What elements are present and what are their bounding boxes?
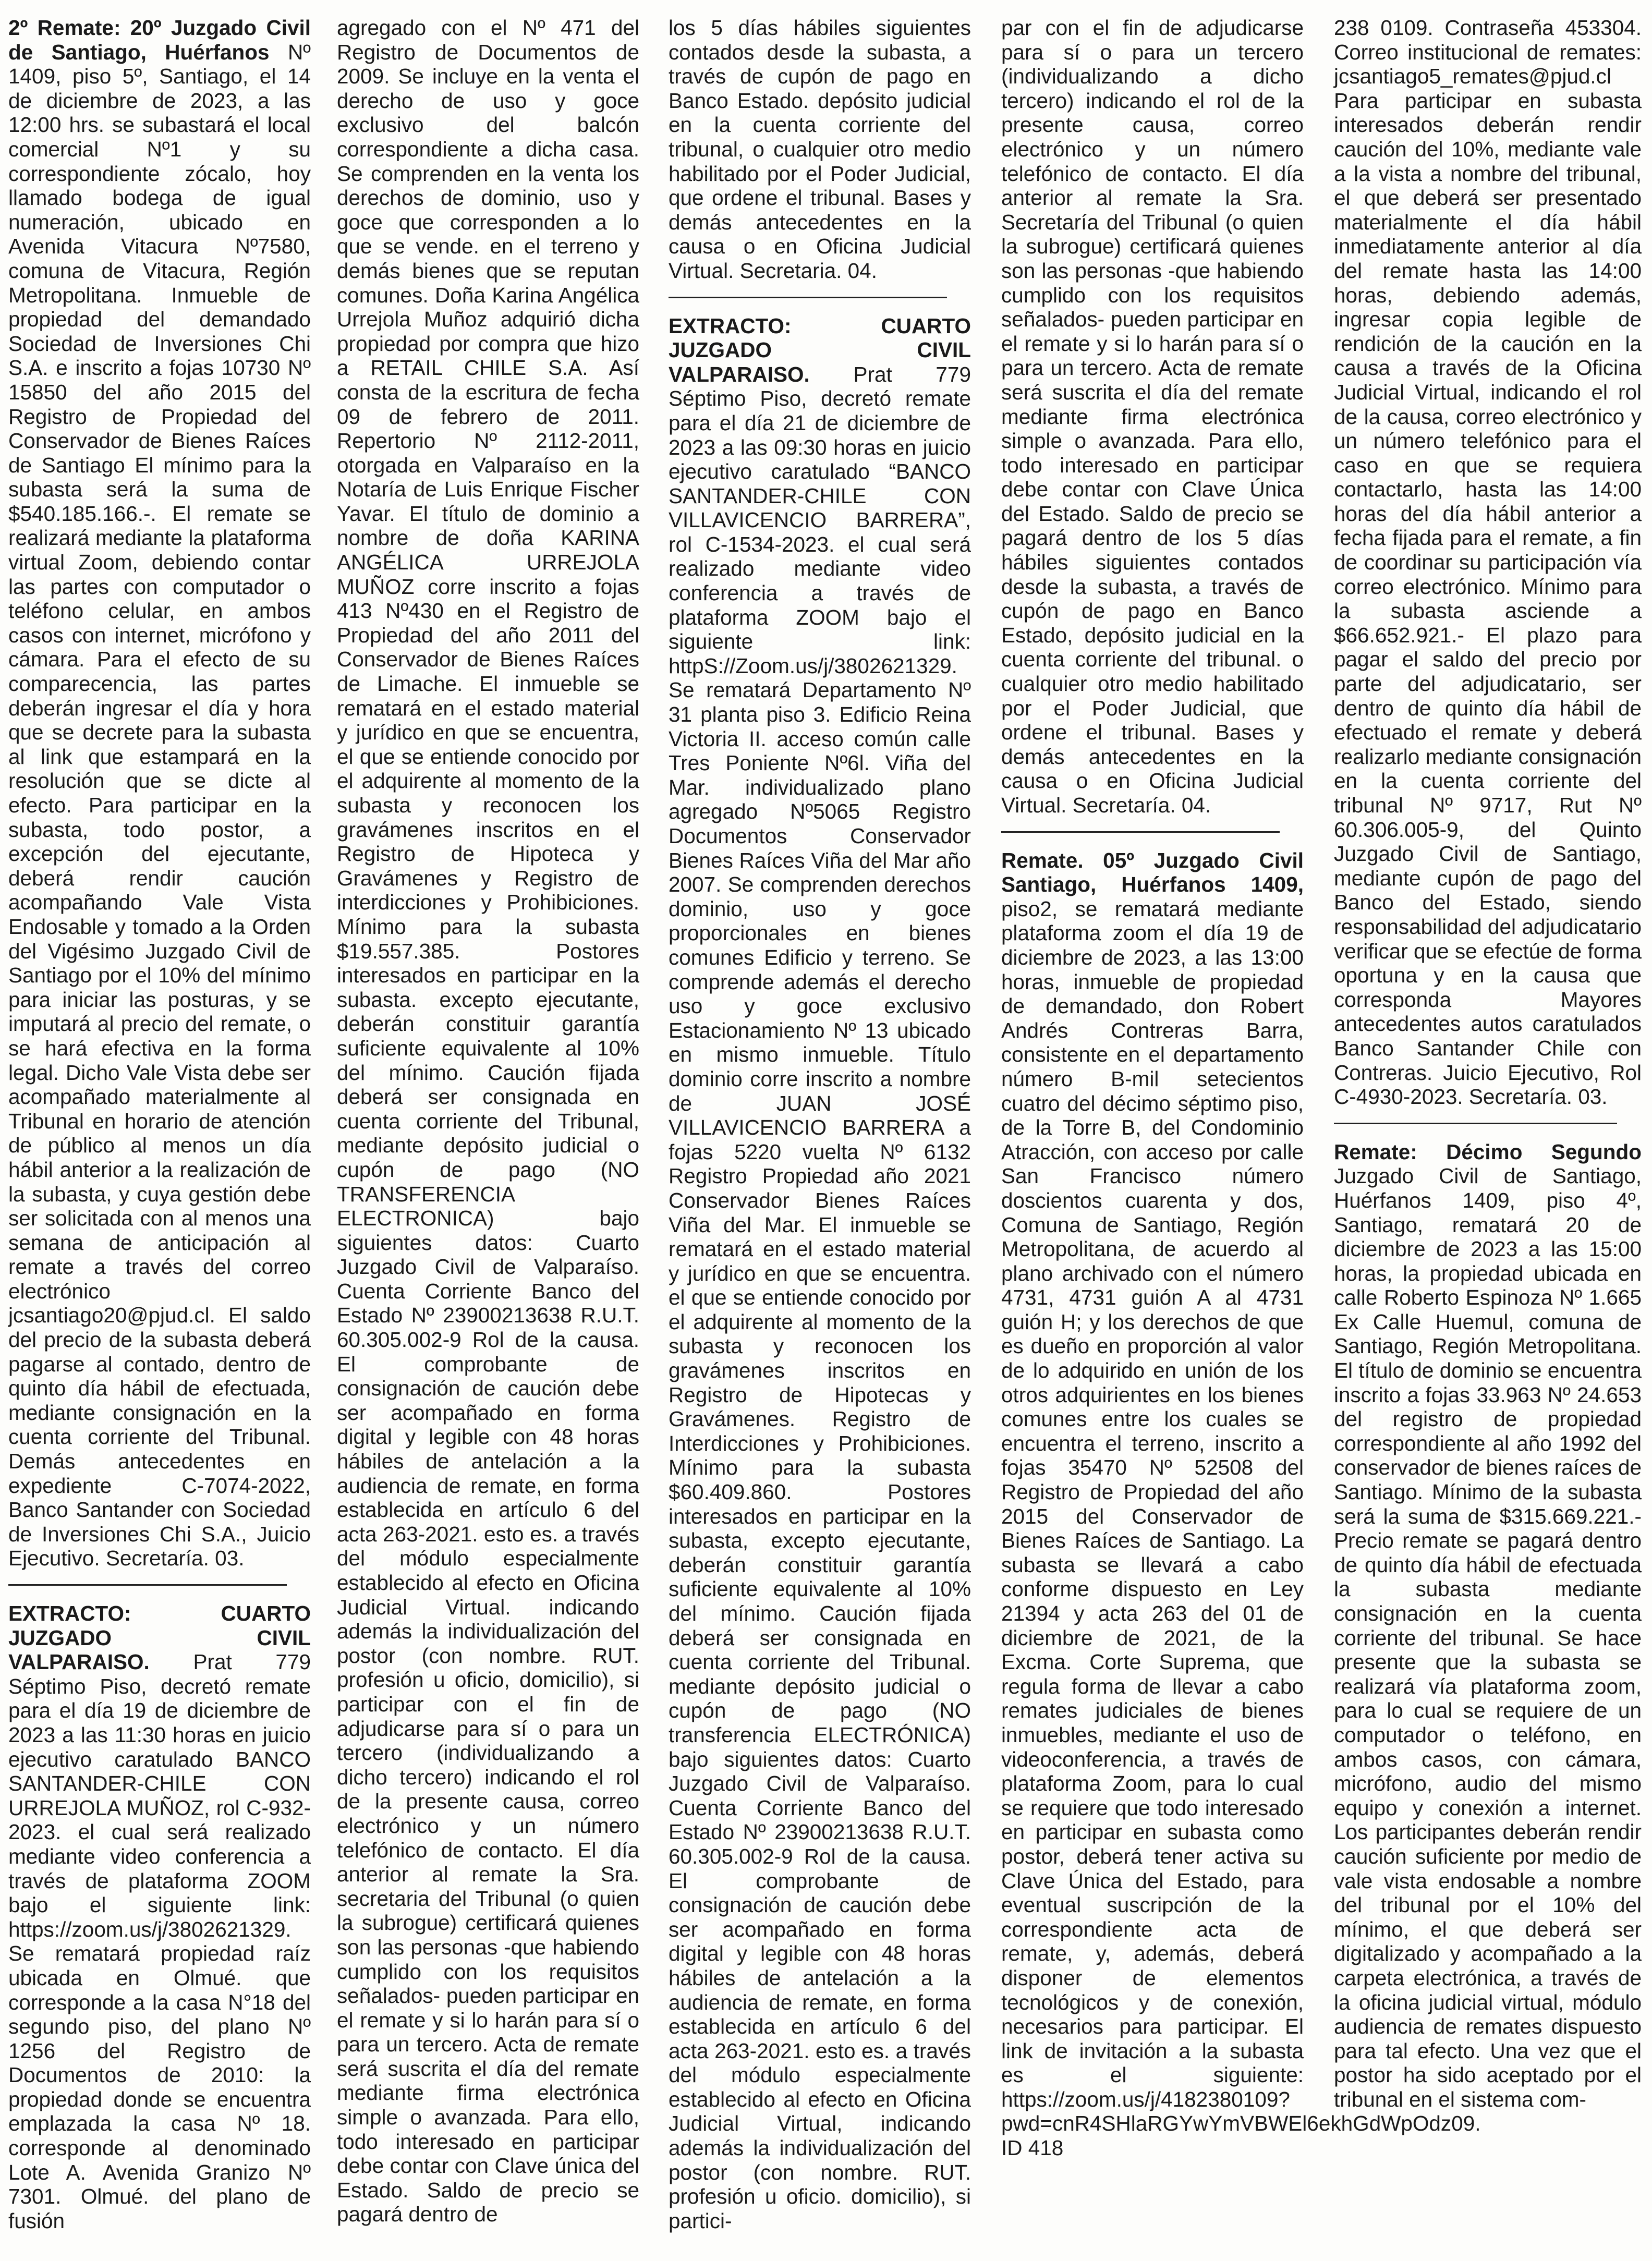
- column-3: [669, 16, 971, 2253]
- notice-body: par con el fin de adjudicarse para sí o para un tercero (individualizando a dicho tercero) indicando el rol de la presente causa, correo electrónico y un número telefónico de contacto. El día anterior al remate la Sra. Secretaría del Tribunal (o quien la subrogue) certificará quienes son las personas -que habiendo cumplido con los requisitos señalados- pueden participar en el remate y si lo harán para sí o para un tercero. Acta de remate será suscrita el día del remate mediante firma electrónica simple o avanzada. Para ello, todo interesado en participar debe contar con Clave Única del Estado. Saldo de precio se pagará dentro de los 5 días hábiles siguientes contados desde la subasta, a través de cupón de pago en Banco Estado, depósito judicial en la cuenta corriente del tribunal. o cualquier otro medio habilitado por el Poder Judicial, que ordene el tribunal. Bases y demás antecedentes en la causa o en Oficina Judicial Virtual. Secretaría. 04.: [1001, 16, 1304, 817]
- notice: [1334, 16, 1642, 1109]
- notice-body: los 5 días hábiles siguientes contados desde la subasta, a través de cupón de pago en Banco Estado. depósito judicial en la cuenta corriente del tribunal, o cualquier otro medio habilitado por el Poder Judicial, que ordene el tribunal. Bases y demás antecedentes en la causa o en Oficina Judicial Virtual. Secretaria. 04.: [669, 16, 971, 283]
- notice-body: Juzgado Civil de Santiago, Huérfanos 1409, piso 4º, Santiago, rematará 20 de diciembre de 2023 a las 15:00 horas, la propiedad ubicada en calle Roberto Espinoza Nº 1.665 Ex Calle Huemul, comuna de Santiago, Región Metropolitana. El título de dominio se encuentra inscrito a fojas 33.963 Nº 24.653 del registro de propiedad correspondiente al año 1992 del conservador de bienes raíces de Santiago. Mínimo de la subasta será la suma de $315.669.221.- Precio remate se pagará dentro de quinto día hábil de efectuada la subasta mediante consignación en la cuenta corriente del tribunal. Se hace presente que la subasta se realizará vía plataforma zoom, para lo cual se requiere de un computador o teléfono, en ambos casos, con cámara, micrófono, audio del mismo equipo y conexión a internet. Los participantes deberán rendir caución suficiente por medio de vale vista endosable a nombre del tribunal por el 10% del mínimo, el que deberá ser digitalizado y acompañado a la carpeta electrónica, a través de la oficina judicial virtual, módulo audiencia de remates dispuesto para tal efecto. Una vez que el postor ha sido aceptado por el tribunal en el sistema com-: [1334, 1164, 1642, 2111]
- notice: [1001, 848, 1481, 2160]
- notice-body: Prat 779 Séptimo Piso, decretó remate para el día 19 de diciembre de 2023 a las 11:30 horas en juicio ejecutivo caratulado BANCO SANTANDER-CHILE CON URREJOLA MUÑOZ, rol C-932-2023. el cual será realizado mediante video conferencia a través de plataforma ZOOM bajo el siguiente link: https://zoom.us/j/3802621329. Se rematará propiedad raíz ubicada en Olmué. que corresponde a la casa N°18 del segundo piso, del plano Nº 1256 del Registro de Documentos de 2010: la propiedad donde se encuentra emplazada la casa Nº 18. corresponde al denominado Lote A. Avenida Granizo Nº 7301. Olmué. del plano de fusión: [8, 1650, 311, 2233]
- notice-separator: [1001, 831, 1280, 833]
- notice: [669, 16, 971, 283]
- notice-separator: [669, 297, 947, 298]
- notice: [669, 314, 971, 2233]
- column-4: [1001, 16, 1481, 2253]
- notice: [8, 1601, 311, 2233]
- notice: [1001, 16, 1304, 818]
- notice-title: 2º Remate: 20º Juzgado Civil de Santiago, Huérfanos: [8, 16, 311, 64]
- notice: [337, 16, 639, 2227]
- notice-title: EXTRACTO: CUARTO JUZGADO CIVIL VALPARAISO.: [669, 313, 971, 386]
- column-5: [1334, 16, 1642, 2253]
- notice-title: Remate: Décimo Segundo: [1334, 1139, 1642, 1164]
- notice-body: Prat 779 Séptimo Piso, decretó remate para el día 21 de diciembre de 2023 a las 09:30 horas en juicio ejecutivo caratulado “BANCO SANTANDER-CHILE CON VILLAVICENCIO BARRERA”, rol C-1534-2023. el cual será realizado mediante video conferencia a través de plataforma ZOOM bajo el siguiente link: httpS://Zoom.us/j/3802621329. Se rematará Departamento Nº 31 planta piso 3. Edificio Reina Victoria II. acceso común calle Tres Poniente Nº6l. Viña del Mar. individualizado plano agregado Nº5065 Registro Documentos Conservador Bienes Raíces Viña del Mar año 2007. Se comprenden derechos dominio, uso y goce proporcionales en bienes comunes Edificio y terreno. Se comprende además el derecho uso y goce exclusivo Estacionamiento Nº 13 ubicado en mismo inmueble. Título dominio corre inscrito a nombre de JUAN JOSÉ VILLAVICENCIO BARRERA a fojas 5220 vuelta Nº 6132 Registro Propiedad año 2021 Conservador Bienes Raíces Viña del Mar. El inmueble se rematará en el estado material y jurídico en que se encuentra. el que se entiende conocido por el adquirente al momento de la subasta y reconocen los gravámenes inscritos en Registro de Hipotecas y Gravámenes. Registro de Interdicciones y Prohibiciones. Mínimo para la subasta $60.409.860. Postores interesados en participar en la subasta, excepto ejecutante, deberán constituir garantía suficiente equivalente al 10% del mínimo. Caución fijada deberá ser consignada en cuenta corriente del Tribunal. mediante depósito judicial o cupón de pago (NO transferencia ELECTRÓNICA) bajo siguientes datos: Cuarto Juzgado Civil de Valparaíso. Cuenta Corriente Banco del Estado Nº 23900213638 R.U.T. 60.305.002-9 Rol de la causa. El comprobante de consignación de caución debe ser acompañado en forma digital y legible con 48 horas hábiles de antelación a la audiencia de remate, en forma establecida en artículo 6 del acta 263-2021. esto es. a través del módulo especialmente establecido al efecto en Oficina Judicial Virtual, indicando además la individualización del postor (con nombre. RUT. profesión u oficio. domicilio), si partici-: [669, 362, 971, 2233]
- notice-body: 238 0109. Contraseña 453304. Correo institucional de remates: jcsantiago5_remates@pjud.cl Para participar en subasta interesados deberán rendir caución del 10%, mediante vale a la vista a nombre del tribunal, el que deberá ser presentado materialmente el día hábil inmediatamente anterior al día del remate hasta las 14:00 horas, debiendo además, ingresar copia legible de rendición de la caución en la causa a través de la Oficina Judicial Virtual, indicando el rol de la causa, correo electrónico y un número telefónico para el caso en que se requiera contactarlo, hasta las 14:00 horas del día hábil anterior a fecha fijada para el remate, a fin de coordinar su participación vía correo electrónico. Mínimo para la subasta asciende a $66.652.921.- El plazo para pagar el saldo del precio por parte del adjudicatario, ser dentro de quinto día hábil de efectuado el remate y deberá realizarlo mediante consignación en la cuenta corriente del tribunal Nº 9717, Rut Nº 60.306.005-9, del Quinto Juzgado Civil de Santiago, mediante cupón de pago del Banco del Estado, siendo responsabilidad del adjudicatario verificar que se efectúe de forma oportuna y en la causa que corresponda Mayores antecedentes autos caratulados Banco Santander Chile con Contreras. Juicio Ejecutivo, Rol C-4930-2023. Secretaría. 03.: [1334, 16, 1642, 1109]
- notice-title: Remate. 05º Juzgado Civil Santiago, Huérfanos 1409,: [1001, 848, 1304, 897]
- column-2: [337, 16, 639, 2253]
- column-1: [8, 16, 311, 2253]
- notice: [8, 16, 311, 1571]
- notice: [1334, 1140, 1642, 2112]
- notice-separator: [8, 1584, 287, 1586]
- notice-body: agregado con el Nº 471 del Registro de Documentos de 2009. Se incluye en la venta el derecho de uso y goce exclusivo del balcón correspondiente a dicha casa. Se comprenden en la venta los derechos de dominio, uso y goce que corresponden a lo que se vende. en el terreno y demás bienes que se reputan comunes. Doña Karina Angélica Urrejola Muñoz adquirió dicha propiedad por compra que hizo a RETAIL CHILE S.A. Así consta de la escritura de fecha 09 de febrero de 2011. Repertorio Nº 2112-2011, otorgada en Valparaíso en la Notaría de Luis Enrique Fischer Yavar. El título de dominio a nombre de doña KARINA ANGÉLICA URREJOLA MUÑOZ corre inscrito a fojas 413 Nº430 en el Registro de Propiedad del año 2011 del Conservador de Bienes Raíces de Limache. El inmueble se rematará en el estado material y jurídico en que se encuentra, el que se entiende conocido por el adquirente al momento de la subasta y reconocen los gravámenes inscritos en el Registro de Hipoteca y Gravámenes y Registro de interdicciones y Prohibiciones. Mínimo para la subasta $19.557.385. Postores interesados en participar en la subasta. excepto ejecutante, deberán constituir garantía suficiente equivalente al 10% del mínimo. Caución fijada deberá ser consignada en cuenta corriente del Tribunal, mediante depósito judicial o cupón de pago (NO TRANSFERENCIA ELECTRONICA) bajo siguientes datos: Cuarto Juzgado Civil de Valparaíso. Cuenta Corriente Banco del Estado Nº 23900213638 R.U.T. 60.305.002-9 Rol de la causa. El comprobante de consignación de caución debe ser acompañado en forma digital y legible con 48 horas hábiles de antelación a la audiencia de remate, en forma establecida en artículo 6 del acta 263-2021. esto es. a través del módulo especialmente establecido al efecto en Oficina Judicial Virtual. indicando además la individualización del postor (con nombre. RUT. profesión u oficio, domicilio), si participar con el fin de adjudicarse para sí o para un tercero (individualizando a dicho tercero) indicando el rol de la presente causa, correo electrónico y un número telefónico de contacto. El día anterior al remate la Sra. secretaria del Tribunal (o quien la subrogue) certificará quienes son las personas -que habiendo cumplido con los requisitos señalados- pueden participar en el remate y si lo harán para sí o para un tercero. Acta de remate será suscrita el día del remate mediante firma electrónica simple o avanzada. Para ello, todo interesado en participar debe contar con Clave única del Estado. Saldo de precio se pagará dentro de: [337, 16, 639, 2227]
- notice-body: Nº 1409, piso 5º, Santiago, el 14 de diciembre de 2023, a las 12:00 hrs. se subastará el local comercial Nº1 y su correspondiente zócalo, hoy llamado bodega de igual numeración, ubicado en Avenida Vitacura Nº7580, comuna de Vitacura, Región Metropolitana. Inmueble de propiedad del demandado Sociedad de Inversiones Chi S.A. e inscrito a fojas 10730 Nº 15850 del año 2015 del Registro de Propiedad del Conservador de Bienes Raíces de Santiago El mínimo para la subasta será la suma de $540.185.166.-. El remate se realizará mediante la plataforma virtual Zoom, debiendo contar las partes con computador o teléfono celular, en ambos casos con internet, micrófono y cámara. Para el efecto de su comparecencia, las partes deberán ingresar el día y hora que se decrete para la subasta al link que estampará en la resolución que se dicte al efecto. Para participar en la subasta, todo postor, a excepción del ejecutante, deberá rendir caución acompañando Vale Vista Endosable y tomado a la Orden del Vigésimo Juzgado Civil de Santiago por el 10% del mínimo para iniciar las posturas, y se imputará al precio del remate, o se hará efectiva en la forma legal. Dicho Vale Vista debe ser acompañado materialmente al Tribunal en horario de atención de público al menos un día hábil anterior a la realización de la subasta, y cuya gestión debe ser solicitada con al menos una semana de anticipación al remate a través del correo electrónico jcsantiago20@pjud.cl. El saldo del precio de la subasta deberá pagarse al contado, dentro de quinto día hábil de efectuada, mediante consignación en la cuenta corriente del Tribunal. Demás antecedentes en expediente C-7074-2022, Banco Santander con Sociedad de Inversiones Chi S.A., Juicio Ejecutivo. Secretaría. 03.: [8, 40, 311, 1571]
- notice-title: EXTRACTO: CUARTO JUZGADO CIVIL VALPARAISO.: [8, 1601, 311, 1674]
- notice-separator: [1334, 1123, 1617, 1124]
- notice-body: piso2, se rematará mediante plataforma zoom el día 19 de diciembre de 2023, a las 13:00 horas, inmueble de propiedad de demandado, don Robert Andrés Contreras Barra, consistente en el departamento número B-mil setecientos cuatro del décimo séptimo piso, de la Torre B, del Condominio Atracción, con acceso por calle San Francisco número doscientos cuarenta y dos, Comuna de Santiago, Región Metropolitana, de acuerdo al plano archivado con el número 4731, 4731 guión A al 4731 guión H; y los derechos de que es dueño en proporción al valor de lo adquirido en unión de los otros adquirientes en los bienes comunes entre los cuales se encuentra el terreno, inscrito a fojas 35470 Nº 52508 del Registro de Propiedad del año 2015 del Conservador de Bienes Raíces de Santiago. La subasta se llevará a cabo conforme dispuesto en Ley 21394 y acta 263 del 01 de diciembre de 2021, de la Excma. Corte Suprema, que regula forma de llevar a cabo remates judiciales de bienes inmuebles, mediante el uso de videoconferencia, a través de plataforma Zoom, para lo cual se requiere que todo interesado en participar en subasta como postor, deberá tener activa su Clave Única del Estado, para eventual suscripción de la correspondiente acta de remate, y, además, deberá disponer de elementos tecnológicos y de conexión, necesarios para participar. El link de invitación a la subasta es el siguiente: https://zoom.us/j/4182380109?pwd=cnR4SHlaRGYwYmVBWEl6ekhGdWpOdz09. ID 418: [1001, 896, 1481, 2160]
